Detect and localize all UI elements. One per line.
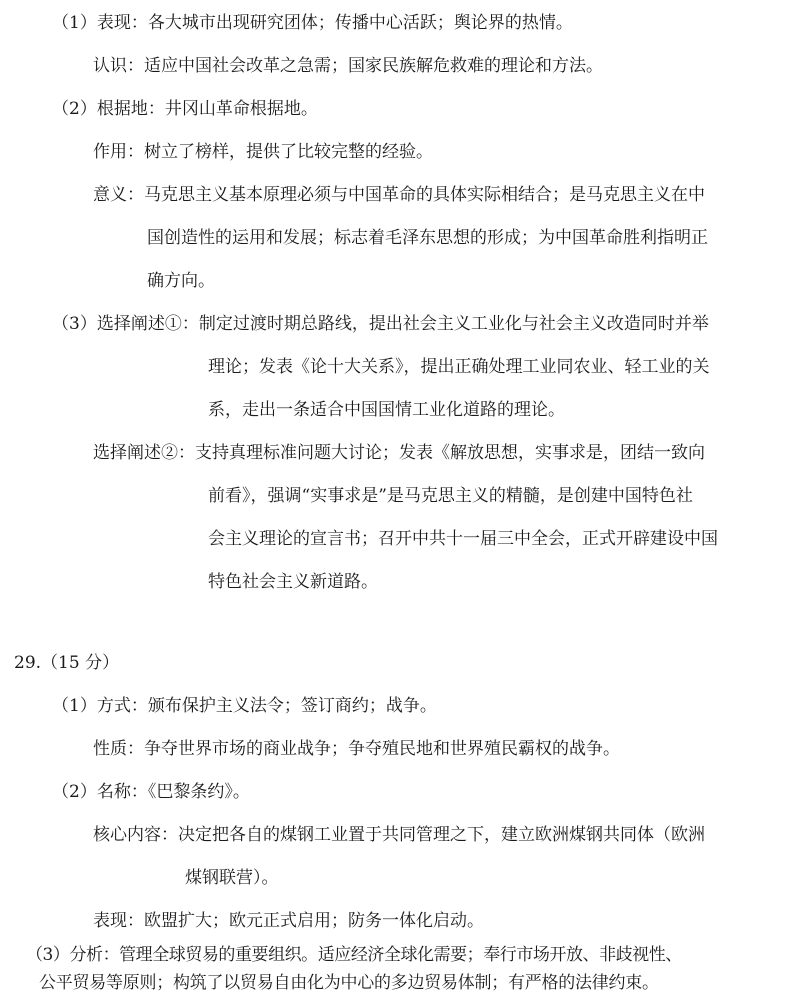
answer-line-7: 确方向。 (147, 271, 215, 291)
answer-line-10: 系，走出一条适合中国国情工业化道路的理论。 (208, 400, 565, 420)
answer-line-3: （2）根据地：井冈山革命根据地。 (52, 99, 318, 119)
question-heading: 29.（15 分） (14, 653, 120, 673)
answer-line-2: 认识：适应中国社会改革之急需；国家民族解危救难的理论和方法。 (93, 56, 603, 76)
answer-line-14: 特色社会主义新道路。 (208, 572, 378, 592)
answer-line-18: 核心内容：决定把各自的煤钢工业置于共同管理之下，建立欧洲煤钢共同体（欧洲 (93, 825, 705, 845)
answer-line-15: （1）方式：颁布保护主义法令；签订商约；战争。 (52, 696, 437, 716)
answer-line-12: 前看》，强调“实事求是”是马克思主义的精髓，是创建中国特色社 (208, 486, 693, 506)
answer-line-8: （3）选择阐述①：制定过渡时期总路线，提出社会主义工业化与社会主义改造同时并举 (52, 314, 709, 334)
answer-line-4: 作用：树立了榜样，提供了比较完整的经验。 (93, 142, 433, 162)
answer-line-22: 公平贸易等原则；构筑了以贸易自由化为中心的多边贸易体制；有严格的法律约束。 (39, 973, 659, 993)
answer-line-16: 性质：争夺世界市场的商业战争；争夺殖民地和世界殖民霸权的战争。 (93, 739, 620, 759)
answer-line-20: 表现：欧盟扩大；欧元正式启用；防务一体化启动。 (93, 911, 484, 931)
answer-line-1: （1）表现：各大城市出现研究团体；传播中心活跃；舆论界的热情。 (52, 13, 573, 33)
answer-line-6: 国创造性的运用和发展；标志着毛泽东思想的形成；为中国革命胜利指明正 (147, 228, 708, 248)
answer-line-11: 选择阐述②：支持真理标准问题大讨论；发表《解放思想，实事求是，团结一致向 (93, 443, 705, 463)
answer-line-19: 煤钢联营）。 (185, 868, 279, 888)
answer-line-17: （2）名称：《巴黎条约》。 (52, 782, 250, 802)
answer-line-13: 会主义理论的宣言书；召开中共十一届三中全会，正式开辟建设中国 (208, 529, 718, 549)
answer-line-21: （3）分析：管理全球贸易的重要组织。适应经济全球化需要；奉行市场开放、非歧视性、 (26, 945, 682, 965)
answer-line-5: 意义：马克思主义基本原理必须与中国革命的具体实际相结合；是马克思主义在中 (93, 185, 705, 205)
answer-line-9: 理论；发表《论十大关系》，提出正确处理工业同农业、轻工业的关 (208, 357, 710, 377)
